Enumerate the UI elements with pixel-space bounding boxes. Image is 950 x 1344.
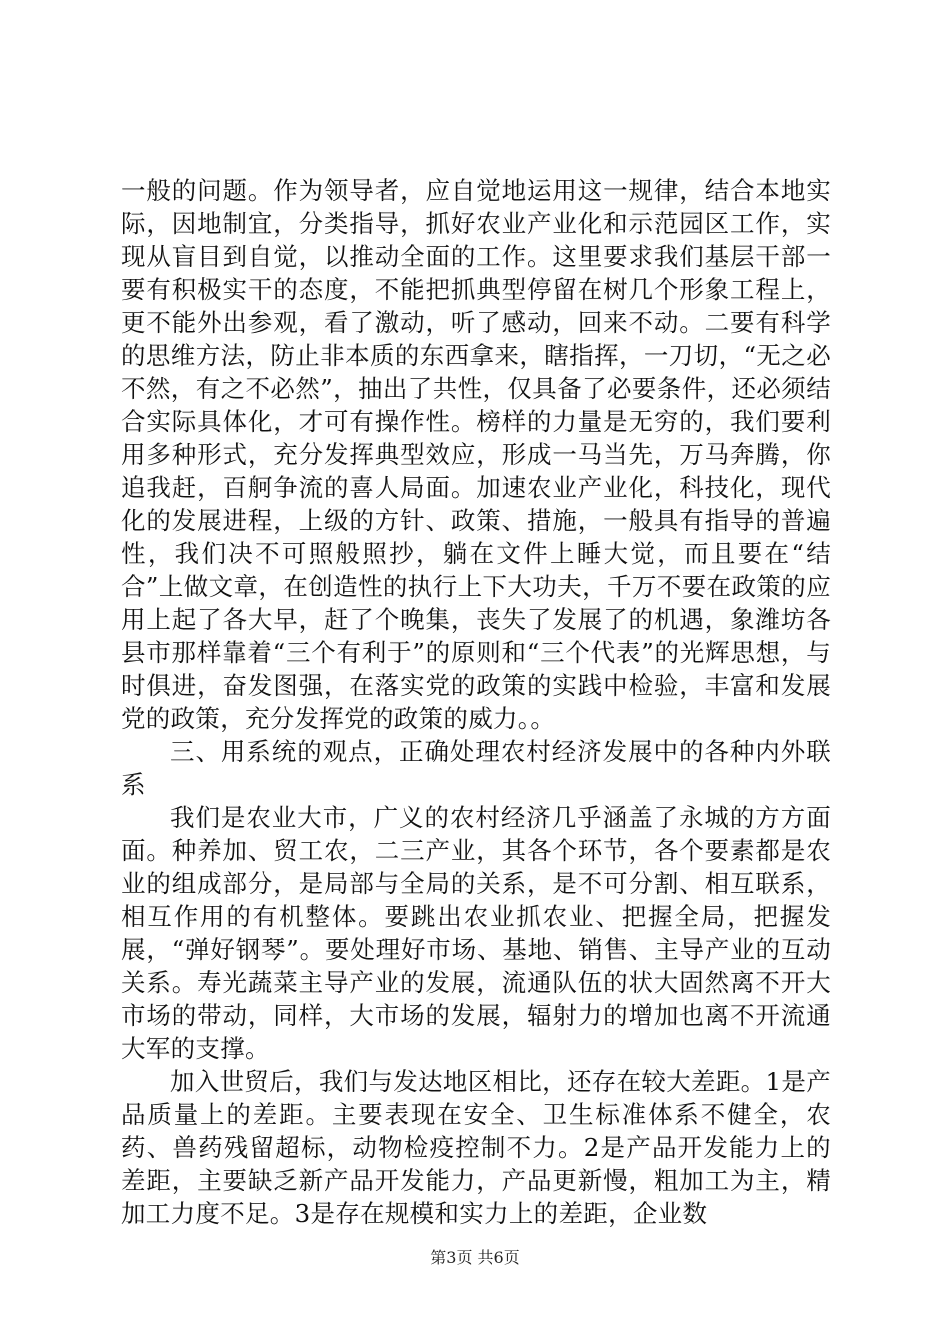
- page-number-footer: 第3页 共6页: [430, 1248, 520, 1267]
- document-body: [121, 174, 831, 1230]
- paragraph-1: 一般的问题。作为领导者，应自觉地运用这一规律，结合本地实际，因地制宜，分类指导，抓好农业产业化和示范园区工作，实现从盲目到自觉，以推动全面的工作。这里要求我们基层干部一要有积极实干的态度，不能把抓典型停留在树几个形象工程上，更不能外出参观，看了激动，听了感动，回来不动。二要有科学的思维方法，防止非本质的东西拿来，瞎指挥，一刀切，“无之必不然，有之不必然”，抽出了共性，仅具备了必要条件，还必须结合实际具体化，才可有操作性。榜样的力量是无穷的，我们要利用多种形式，充分发挥典型效应，形成一马当先，万马奔腾，你追我赶，百舸争流的喜人局面。加速农业产业化，科技化，现代化的发展进程，上级的方针、政策、措施，一般具有指导的普遍性，我们决不可照般照抄，躺在文件上睡大觉，而且要在“结合”上做文章，在创造性的执行上下大功夫，千万不要在政策的应用上起了各大早，赶了个晚集，丧失了发展了的机遇，象潍坊各县市那样靠着“三个有利于”的原则和“三个代表”的光辉思想，与时俱进，奋发图强，在落实党的政策的实践中检验，丰富和发展党的政策，充分发挥党的政策的威力。。: [121, 176, 831, 733]
- section-heading-3: 三、用系统的观点，正确处理农村经济发展中的各种内外联系: [121, 737, 831, 799]
- paragraph-3: 加入世贸后，我们与发达地区相比，还存在较大差距。1是产品质量上的差距。主要表现在安全、卫生标准体系不健全，农药、兽药残留超标，动物检疫控制不力。2是产品开发能力上的差距，主要缺乏新产品开发能力，产品更新慢，粗加工为主，精加工力度不足。3是存在规模和实力上的差距，企业数: [121, 1067, 831, 1228]
- paragraph-2: 我们是农业大市，广义的农村经济几乎涵盖了永城的方方面面。种养加、贸工农，二三产业，其各个环节，各个要素都是农业的组成部分，是局部与全局的关系，是不可分割、相互联系，相互作用的有机整体。要跳出农业抓农业、把握全局，把握发展，“弹好钢琴”。要处理好市场、基地、销售、主导产业的互动关系。寿光蔬菜主导产业的发展，流通队伍的状大固然离不开大市场的带动，同样，大市场的发展，辐射力的增加也离不开流通大军的支撑。: [121, 803, 831, 1063]
